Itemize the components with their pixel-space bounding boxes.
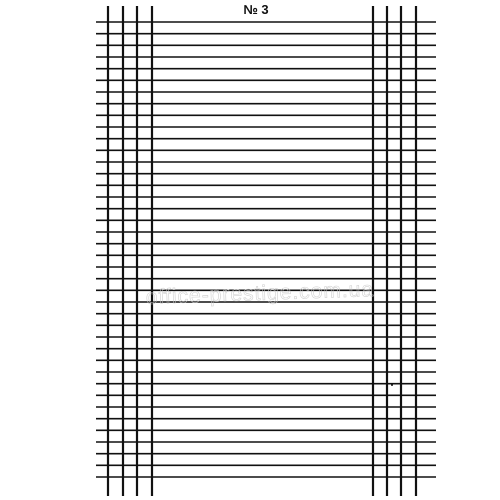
ink-dot	[391, 384, 393, 386]
page-title: № 3	[243, 2, 269, 17]
watermark: office-prestige.com.ua	[145, 278, 375, 309]
